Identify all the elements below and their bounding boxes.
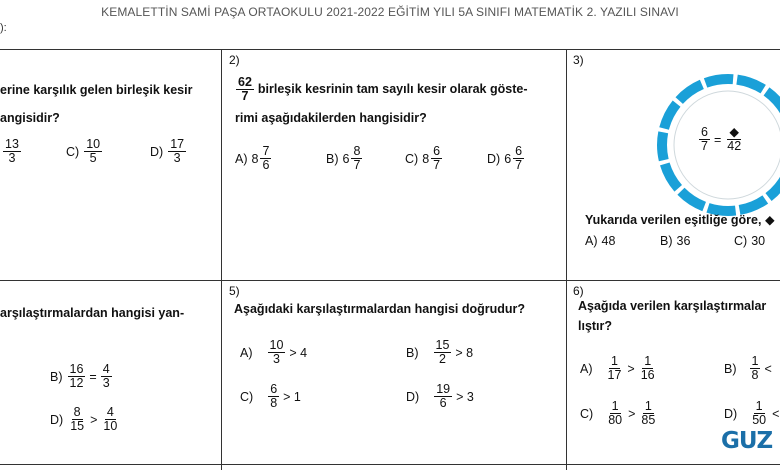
q3-equation: $\frac{6}{7}$ = $\frac{◆}{42}$: [701, 125, 742, 154]
exam-title: KEMALETTİN SAMİ PAŞA ORTAOKULU 2021-2022 EĞİTİM YILI 5A SINIFI MATEMATİK 2. YAZILI SINAVI: [101, 5, 679, 19]
q2-option-b: B) 6 $\frac{8}{7}$: [326, 144, 361, 173]
q2-option-a: A) 8 $\frac{7}{6}$: [235, 144, 270, 173]
q2-option-c-fraction: $\frac{6}{7}$: [433, 144, 441, 173]
q2-main-fraction: $\frac{62}{7}$: [238, 75, 252, 104]
q2-option-d-fraction: $\frac{6}{7}$: [515, 144, 523, 173]
q2-text-line1: $\frac{62}{7}$ birleşik kesrinin tam sayılı kesir olarak göste-: [238, 75, 528, 104]
grid-line-top: [0, 49, 780, 50]
q1-option-d: D) $\frac{17}{3}$: [150, 137, 185, 166]
grid-line-bottom: [0, 464, 780, 465]
q1-option-d-fraction: $\frac{17}{3}$: [170, 137, 185, 166]
q2-option-a-fraction: $\frac{7}{6}$: [262, 144, 270, 173]
grid-line-middle: [0, 280, 780, 281]
q3-text-line1: Yukarıda verilen eşitliğe göre, ◆: [585, 213, 775, 227]
grid-line-col2: [566, 49, 567, 470]
q6-text-line1: Aşağıda verilen karşılaştırmalar: [578, 299, 767, 313]
site-logo: GUZ: [721, 428, 773, 454]
q4-option-d-fraction-left: $\frac{8}{15}$: [70, 405, 85, 434]
q3-option-b: B) 36: [660, 234, 691, 248]
q5-option-b-fraction: $\frac{15}{2}$: [435, 338, 450, 367]
grid-line-col1: [221, 49, 222, 470]
q2-option-c: C) 8 $\frac{6}{7}$: [405, 144, 441, 173]
q5-option-d: D) $\frac{19}{6}$ > 3: [406, 382, 474, 411]
q6-option-d: D) $\frac{1}{50}$ <: [724, 399, 780, 428]
q3-equation-unknown-fraction: $\frac{◆}{42}$: [727, 125, 742, 154]
q6-number: 6): [573, 284, 584, 298]
q4-option-d-fraction-right: $\frac{4}{10}$: [103, 405, 118, 434]
q6-option-d-fraction-left: $\frac{1}{50}$: [752, 399, 767, 428]
q4-option-b-fraction-right: $\frac{4}{3}$: [102, 362, 110, 391]
diamond-icon: ◆: [729, 125, 740, 139]
q5-option-c-fraction: $\frac{6}{8}$: [270, 382, 278, 411]
q4-text-line1: arşılaştırmalardan hangisi yan-: [0, 306, 185, 320]
q4-option-b-fraction-left: $\frac{16}{12}$: [69, 362, 84, 391]
q5-text-line1: Aşağıdaki karşılaştırmalardan hangisi doğrudur?: [234, 302, 526, 316]
q2-text-line2: rimi aşağıdakilerden hangisidir?: [235, 111, 427, 125]
name-field-label: ):: [0, 22, 7, 34]
q6-option-c: C) $\frac{1}{80}$ > $\frac{1}{85}$: [580, 399, 656, 428]
q6-option-c-fraction-left: $\frac{1}{80}$: [608, 399, 623, 428]
q4-option-b: B) $\frac{16}{12}$ = $\frac{4}{3}$: [50, 362, 110, 391]
q3-option-c: C) 30: [734, 234, 766, 248]
q5-option-d-fraction: $\frac{19}{6}$: [436, 382, 451, 411]
q5-option-a: A) $\frac{10}{3}$ > 4: [240, 338, 308, 367]
q5-option-b: B) $\frac{15}{2}$ > 8: [406, 338, 474, 367]
q5-number: 5): [229, 284, 240, 298]
q1-text-line2: angisidir?: [0, 111, 60, 125]
q2-option-d: D) 6 $\frac{6}{7}$: [487, 144, 523, 173]
q3-number: 3): [573, 53, 584, 67]
q6-text-line2: lıştır?: [578, 319, 613, 333]
q1-option-b-fraction: $\frac{13}{3}$: [5, 137, 19, 166]
q1-text-line1: erine karşılık gelen birleşik kesir: [0, 83, 193, 97]
q2-option-b-fraction: $\frac{8}{7}$: [353, 144, 361, 173]
q6-option-b: B) $\frac{1}{8}$ <: [724, 354, 772, 383]
q6-option-c-fraction-right: $\frac{1}{85}$: [641, 399, 656, 428]
q1-option-c-fraction: $\frac{10}{5}$: [86, 137, 101, 166]
q6-option-b-fraction-left: $\frac{1}{8}$: [751, 354, 759, 383]
q6-option-a: A) $\frac{1}{17}$ > $\frac{1}{16}$: [580, 354, 655, 383]
q1-option-b: [2, 138, 22, 165]
q3-option-a: A) 48: [585, 234, 616, 248]
q3-equation-fraction: $\frac{6}{7}$: [701, 125, 708, 154]
q5-option-c: C) $\frac{6}{8}$ > 1: [240, 382, 301, 411]
q6-option-a-fraction-left: $\frac{1}{17}$: [607, 354, 622, 383]
q1-option-c: C) $\frac{10}{5}$: [66, 137, 101, 166]
q4-option-d: D) $\frac{8}{15}$ > $\frac{4}{10}$: [50, 405, 118, 434]
q2-number: 2): [229, 53, 240, 67]
q6-option-a-fraction-right: $\frac{1}{16}$: [640, 354, 655, 383]
q5-option-a-fraction: $\frac{10}{3}$: [269, 338, 284, 367]
